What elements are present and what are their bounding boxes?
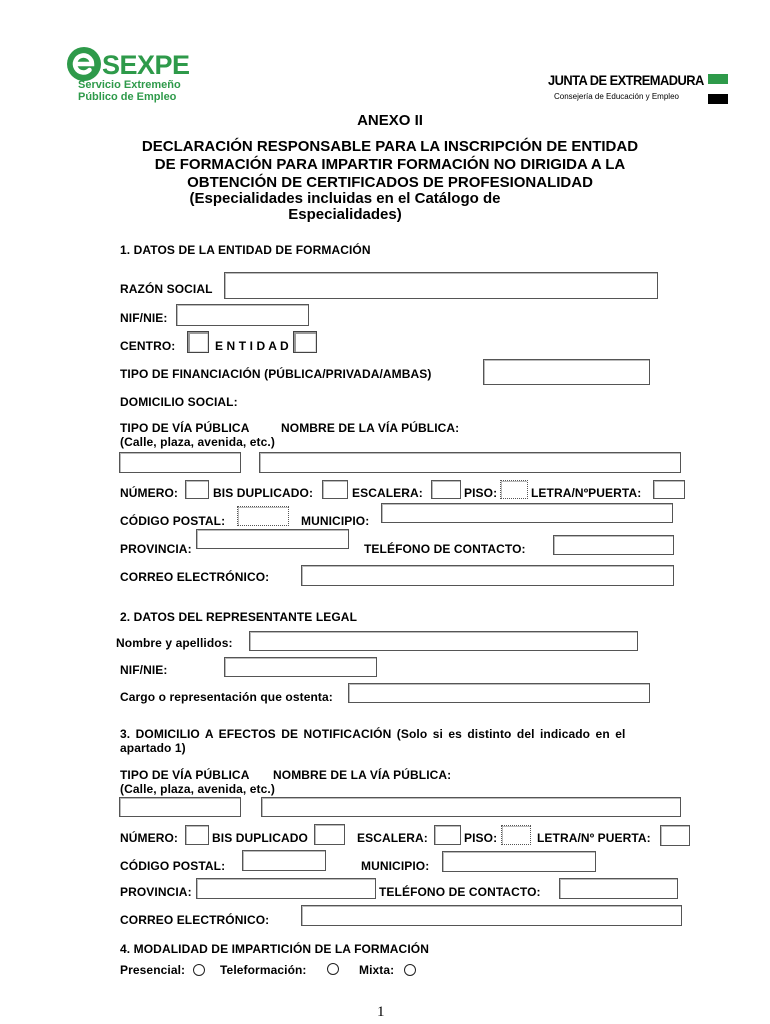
sexpe-logo <box>66 46 196 102</box>
nif-label: NIF/NIE: <box>120 311 168 325</box>
presencial-radio[interactable] <box>193 964 205 976</box>
piso-label: PISO: <box>464 486 498 500</box>
mixta-radio[interactable] <box>404 964 416 976</box>
notif-piso-label: PISO: <box>464 831 498 845</box>
nombre-via-field[interactable] <box>259 452 681 473</box>
title-line5: Especialidades) <box>288 206 402 223</box>
piso-field[interactable] <box>500 480 528 499</box>
junta-flag-black <box>708 94 728 104</box>
notif-numero-label: NÚMERO: <box>120 831 179 845</box>
financiacion-label: TIPO DE FINANCIACIÓN (PÚBLICA/PRIVADA/AMBAS) <box>120 367 432 381</box>
title-line4: (Especialidades incluidas en el Catálogo de <box>189 190 501 207</box>
numero-label: NÚMERO: <box>120 486 179 500</box>
nombre-via-label: NOMBRE DE LA VÍA PÚBLICA: <box>281 421 460 435</box>
notif-tipo-via-label: TIPO DE VÍA PÚBLICA <box>120 768 250 782</box>
correo-label: CORREO ELECTRÓNICO: <box>120 570 270 584</box>
section4-heading: 4. MODALIDAD DE IMPARTICIÓN DE LA FORMACIÓN <box>120 942 429 956</box>
section3-heading-cont: apartado 1) <box>120 741 186 755</box>
nif-field[interactable] <box>176 304 309 326</box>
escalera-field[interactable] <box>431 480 461 499</box>
notif-bis-label: BIS DUPLICADO <box>212 831 308 845</box>
provincia-label: PROVINCIA: <box>120 542 192 556</box>
junta-flag-green <box>708 74 728 84</box>
cp-field[interactable] <box>237 506 289 526</box>
section1-heading: 1. DATOS DE LA ENTIDAD DE FORMACIÓN <box>120 243 371 257</box>
notif-escalera-field[interactable] <box>434 825 461 845</box>
notif-municipio-label: MUNICIPIO: <box>361 859 430 873</box>
notif-letra-field[interactable] <box>660 825 690 846</box>
sexpe-line2: Público de Empleo <box>78 91 177 103</box>
telefono-label: TELÉFONO DE CONTACTO: <box>364 542 526 556</box>
municipio-label: MUNICIPIO: <box>301 514 370 528</box>
rep-nombre-label: Nombre y apellidos: <box>116 636 233 650</box>
section3-heading: 3. DOMICILIO A EFECTOS DE NOTIFICACIÓN (Solo si es distinto del indicado en el <box>120 727 626 741</box>
notif-cp-label: CÓDIGO POSTAL: <box>120 859 226 873</box>
title-line2: DE FORMACIÓN PARA IMPARTIR FORMACIÓN NO DIRIGIDA A LA <box>154 156 626 173</box>
correo-field[interactable] <box>301 565 674 586</box>
cp-label: CÓDIGO POSTAL: <box>120 514 226 528</box>
razon-social-field[interactable] <box>224 272 658 299</box>
provincia-field[interactable] <box>196 529 349 549</box>
rep-nombre-field[interactable] <box>249 631 638 651</box>
section2-heading: 2. DATOS DEL REPRESENTANTE LEGAL <box>120 610 358 624</box>
domicilio-social-label: DOMICILIO SOCIAL: <box>120 395 238 409</box>
rep-nif-field[interactable] <box>224 657 377 677</box>
notif-provincia-label: PROVINCIA: <box>120 885 192 899</box>
notif-via-hint: (Calle, plaza, avenida, etc.) <box>120 782 275 796</box>
entidad-checkbox[interactable] <box>293 331 317 353</box>
notif-correo-field[interactable] <box>301 905 682 926</box>
letra-label: LETRA/NºPUERTA: <box>531 486 642 500</box>
financiacion-field[interactable] <box>483 359 650 385</box>
title-line3: OBTENCIÓN DE CERTIFICADOS DE PROFESIONALIDAD <box>187 174 593 191</box>
razon-social-label: RAZÓN SOCIAL <box>120 282 213 296</box>
page-number: 1 <box>377 1004 385 1020</box>
notif-tipo-via-field[interactable] <box>119 797 241 817</box>
letra-field[interactable] <box>653 480 685 499</box>
teleformacion-radio[interactable] <box>327 963 339 975</box>
tipo-via-field[interactable] <box>119 452 241 473</box>
sexpe-brand: SEXPE <box>102 50 190 80</box>
mixta-label: Mixta: <box>359 963 395 977</box>
notif-numero-field[interactable] <box>185 825 209 845</box>
bis-field[interactable] <box>322 480 348 499</box>
notif-letra-label: LETRA/Nº PUERTA: <box>537 831 651 845</box>
via-hint: (Calle, plaza, avenida, etc.) <box>120 435 275 449</box>
rep-cargo-field[interactable] <box>348 683 650 703</box>
bis-label: BIS DUPLICADO: <box>213 486 314 500</box>
notif-correo-label: CORREO ELECTRÓNICO: <box>120 913 270 927</box>
centro-checkbox[interactable] <box>187 331 209 353</box>
municipio-field[interactable] <box>381 503 673 523</box>
notif-telefono-field[interactable] <box>559 878 678 899</box>
notif-municipio-field[interactable] <box>442 851 596 872</box>
telefono-field[interactable] <box>553 535 674 555</box>
notif-nombre-via-field[interactable] <box>261 797 681 817</box>
notif-telefono-label: TELÉFONO DE CONTACTO: <box>379 885 541 899</box>
rep-cargo-label: Cargo o representación que ostenta: <box>120 690 333 704</box>
junta-brand: JUNTA DE EXTREMADURA <box>548 72 704 88</box>
centro-label: CENTRO: <box>120 339 176 353</box>
notif-piso-field[interactable] <box>501 825 531 845</box>
teleformacion-label: Teleformación: <box>220 963 307 977</box>
rep-nif-label: NIF/NIE: <box>120 663 168 677</box>
title-line1: DECLARACIÓN RESPONSABLE PARA LA INSCRIPCIÓN DE ENTIDAD <box>141 138 639 155</box>
presencial-label: Presencial: <box>120 963 186 977</box>
escalera-label: ESCALERA: <box>352 486 423 500</box>
notif-bis-field[interactable] <box>314 824 345 845</box>
sexpe-e-icon <box>66 46 102 82</box>
annex-title: ANEXO II <box>357 112 423 129</box>
junta-subtitle: Consejería de Educación y Empleo <box>554 92 679 101</box>
sexpe-line1: Servicio Extremeño <box>78 79 181 91</box>
notif-provincia-field[interactable] <box>196 878 376 899</box>
entidad-label: E N T I D A D <box>215 339 289 353</box>
numero-field[interactable] <box>185 480 209 499</box>
junta-logo <box>540 72 732 108</box>
notif-escalera-label: ESCALERA: <box>357 831 428 845</box>
notif-nombre-via-label: NOMBRE DE LA VÍA PÚBLICA: <box>273 768 452 782</box>
notif-cp-field[interactable] <box>242 850 326 871</box>
tipo-via-label: TIPO DE VÍA PÚBLICA <box>120 421 250 435</box>
